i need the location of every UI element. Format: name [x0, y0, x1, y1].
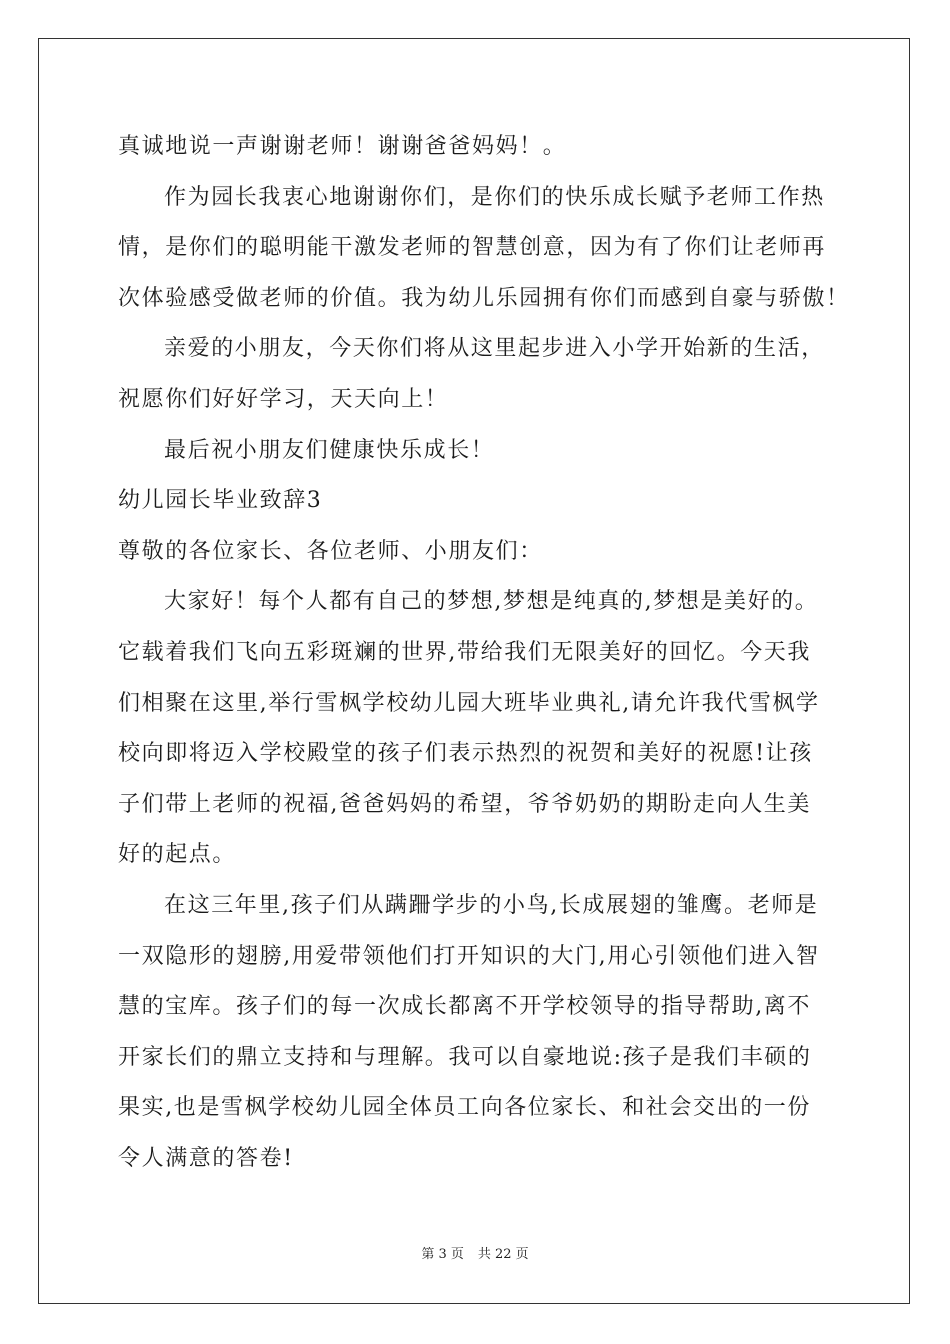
- text-line: 在这三年里,孩子们从蹒跚学步的小鸟,长成展翅的雏鹰。老师是: [164, 892, 819, 918]
- text-line: 好的起点。: [118, 842, 237, 868]
- text-line: 慧的宝库。孩子们的每一次成长都离不开学校领导的指导帮助,离不: [118, 994, 811, 1020]
- text-line: 们相聚在这里,举行雪枫学校幼儿园大班毕业典礼,请允许我代雪枫学: [118, 690, 820, 716]
- document-body: [118, 122, 850, 1184]
- text-line: 亲爱的小朋友，今天你们将从这里起步进入小学开始新的生活，: [164, 336, 825, 362]
- page-total: 共 22 页: [477, 1247, 529, 1262]
- text-line: 作为园长我衷心地谢谢你们，是你们的快乐成长赋予老师工作热: [164, 184, 825, 210]
- text-line: 令人满意的答卷!: [118, 1145, 294, 1171]
- text-line: 校向即将迈入学校殿堂的孩子们表示热烈的祝贺和美好的祝愿!让孩: [118, 741, 813, 767]
- text-line: 大家好！每个人都有自己的梦想,梦想是纯真的,梦想是美好的。: [164, 589, 819, 615]
- text-line: 祝愿你们好好学习，天天向上！: [118, 386, 449, 412]
- text-line: 开家长们的鼎立支持和与理解。我可以自豪地说:孩子是我们丰硕的: [118, 1044, 812, 1070]
- section-title: 幼儿园长毕业致辞3: [118, 488, 323, 514]
- text-line: 一双隐形的翅膀,用爱带领他们打开知识的大门,用心引领他们进入智: [118, 943, 820, 969]
- text-line: 真诚地说一声谢谢老师！谢谢爸爸妈妈！。: [118, 134, 567, 159]
- text-line: 子们带上老师的祝福,爸爸妈妈的希望，爷爷奶奶的期盼走向人生美: [118, 791, 811, 817]
- text-line: 最后祝小朋友们健康快乐成长！: [164, 437, 495, 463]
- text-line: 次体验感受做老师的价值。我为幼儿乐园拥有你们而感到自豪与骄傲！: [118, 285, 850, 311]
- salutation: 尊敬的各位家长、各位老师、小朋友们：: [118, 538, 543, 564]
- text-line: 它载着我们飞向五彩斑斓的世界,带给我们无限美好的回忆。今天我: [118, 639, 811, 665]
- page-number: 第 3 页: [421, 1247, 464, 1262]
- text-line: 果实,也是雪枫学校幼儿园全体员工向各位家长、和社会交出的一份: [118, 1095, 811, 1121]
- text-line: 情，是你们的聪明能干激发老师的智慧创意，因为有了你们让老师再: [118, 235, 827, 261]
- page-footer: [0, 1243, 950, 1262]
